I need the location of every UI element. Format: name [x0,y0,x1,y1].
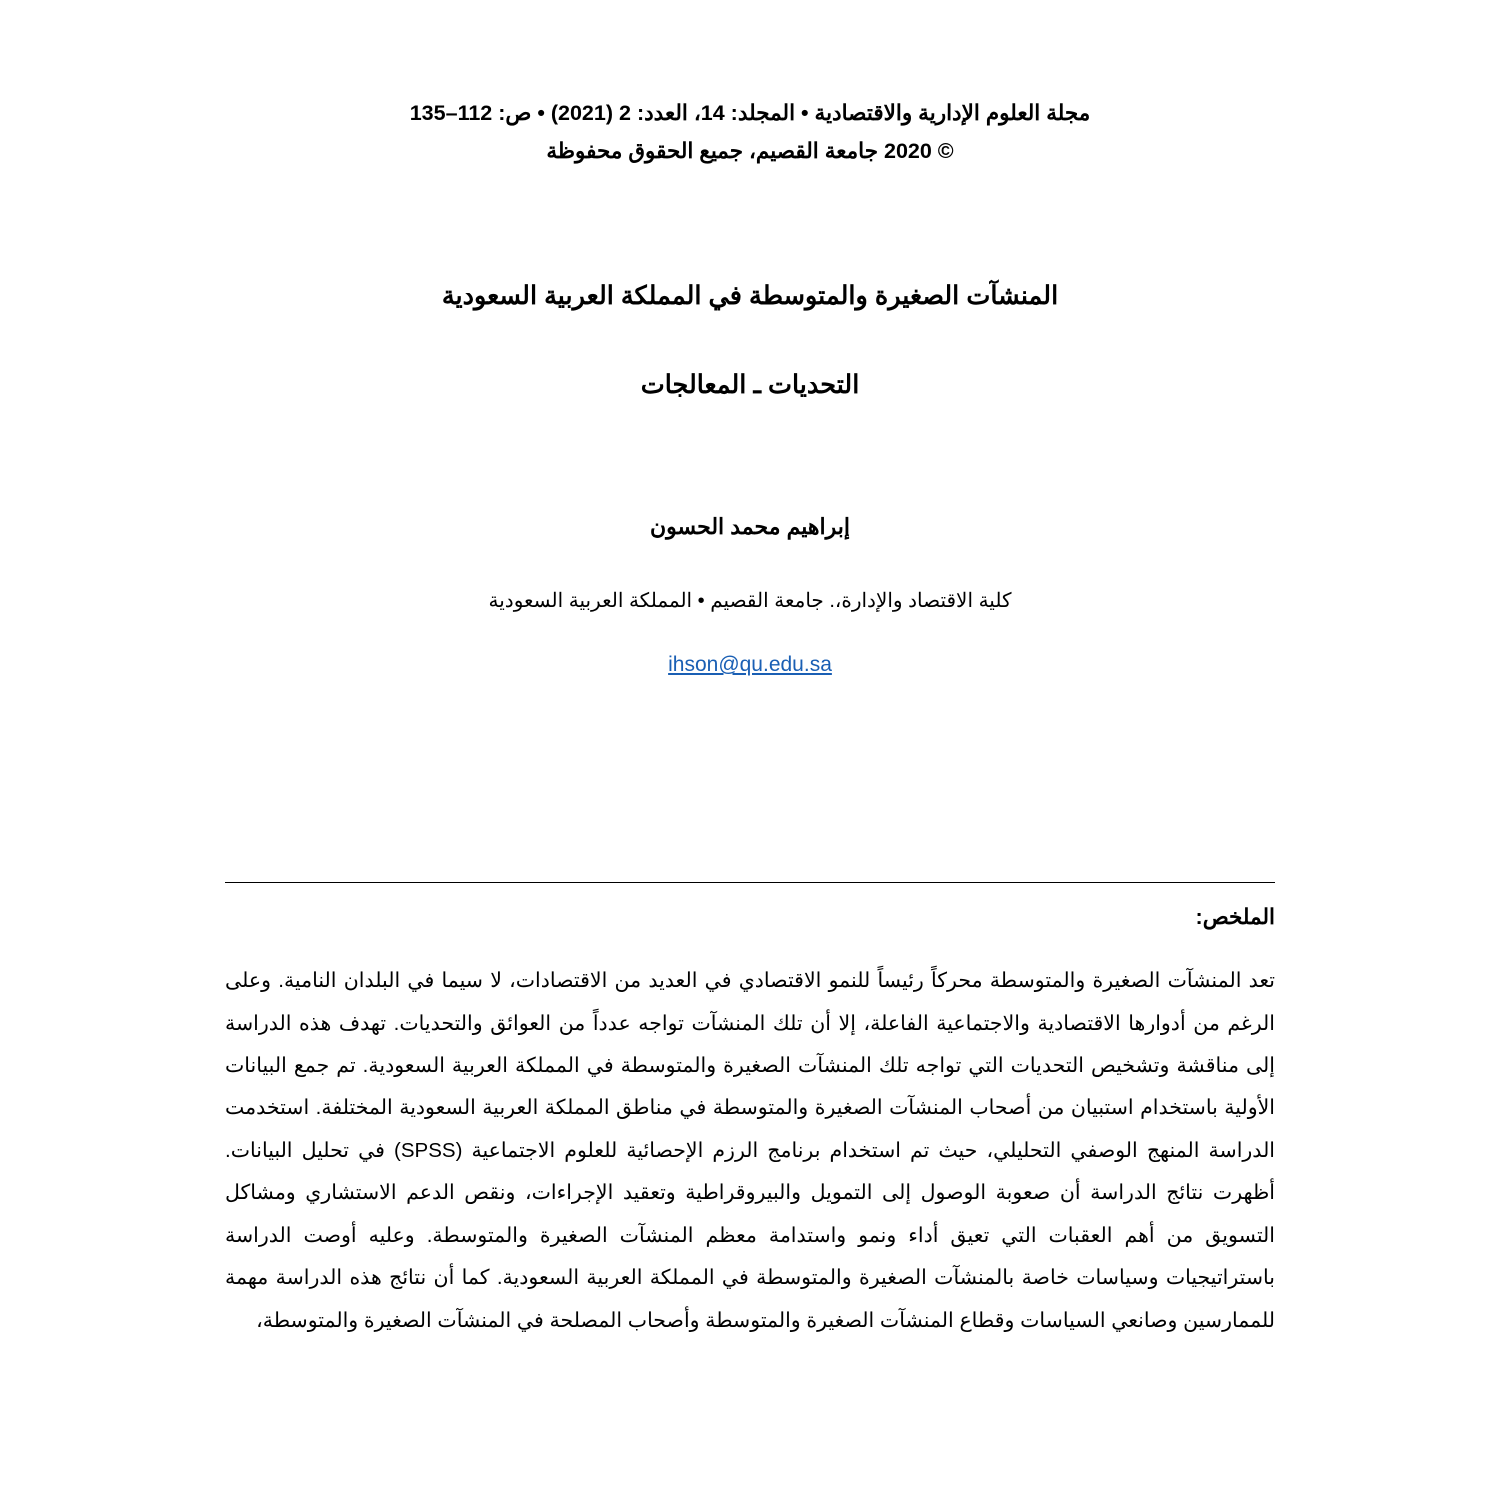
author-name: إبراهيم محمد الحسون [649,514,850,540]
author-affiliation: كلية الاقتصاد والإدارة،. جامعة القصيم • المملكة العربية السعودية [488,590,1012,613]
article-title [225,278,1275,404]
author-block [225,514,1275,677]
abstract-text: تعد المنشآت الصغيرة والمتوسطة محركاً رئيساً للنمو الاقتصادي في العديد من الاقتصادات، لا سيما في البلدان النامية. وعلى الرغم من أدوارها الاقتصادية والاجتماعية الفاعلة، إلا أن تلك المنشآت تواجه عدداً من العوائق والتحديات. تهدف هذه الدراسة إلى مناقشة وتشخيص التحديات التي تواجه تلك المنشآت الصغيرة والمتوسطة في المملكة العربية السعودية. تم جمع البيانات الأولية باستخدام استبيان من أصحاب المنشآت الصغيرة والمتوسطة في مناطق المملكة العربية السعودية المختلفة. استخدمت الدراسة المنهج الوصفي التحليلي، حيث تم استخدام برنامج الرزم الإحصائية للعلوم الاجتماعية (SPSS) في تحليل البيانات. أظهرت نتائج الدراسة أن صعوبة الوصول إلى التمويل والبيروقراطية وتعقيد الإجراءات، ونقص الدعم الاستشاري ومشاكل التسويق من أهم العقبات التي تعيق أداء ونمو واستدامة معظم المنشآت الصغيرة والمتوسطة. وعليه أوصت الدراسة باستراتيجيات وسياسات خاصة بالمنشآت الصغيرة والمتوسطة في المملكة العربية السعودية. كما أن نتائج هذه الدراسة مهمة للممارسين وصانعي السياسات وقطاع المنشآت الصغيرة والمتوسطة وأصحاب المصلحة في المنشآت الصغيرة والمتوسطة، [225,969,1276,1332]
title-line-main: المنشآت الصغيرة والمتوسطة في المملكة العربية السعودية [441,282,1059,311]
journal-citation-line: مجلة العلوم الإدارية والاقتصادية • المجلد: 14، العدد: 2 (2021) • ص: 112–135 [409,101,1091,125]
author-email-link[interactable]: ihson@qu.edu.sa [668,653,832,677]
abstract-heading: الملخص: [1195,905,1275,930]
copyright-line: © 2020 جامعة القصيم، جميع الحقوق محفوظة [546,138,954,163]
journal-header [225,95,1275,170]
title-line-sub: التحديات ـ المعالجات [640,371,860,400]
section-divider [225,882,1275,883]
